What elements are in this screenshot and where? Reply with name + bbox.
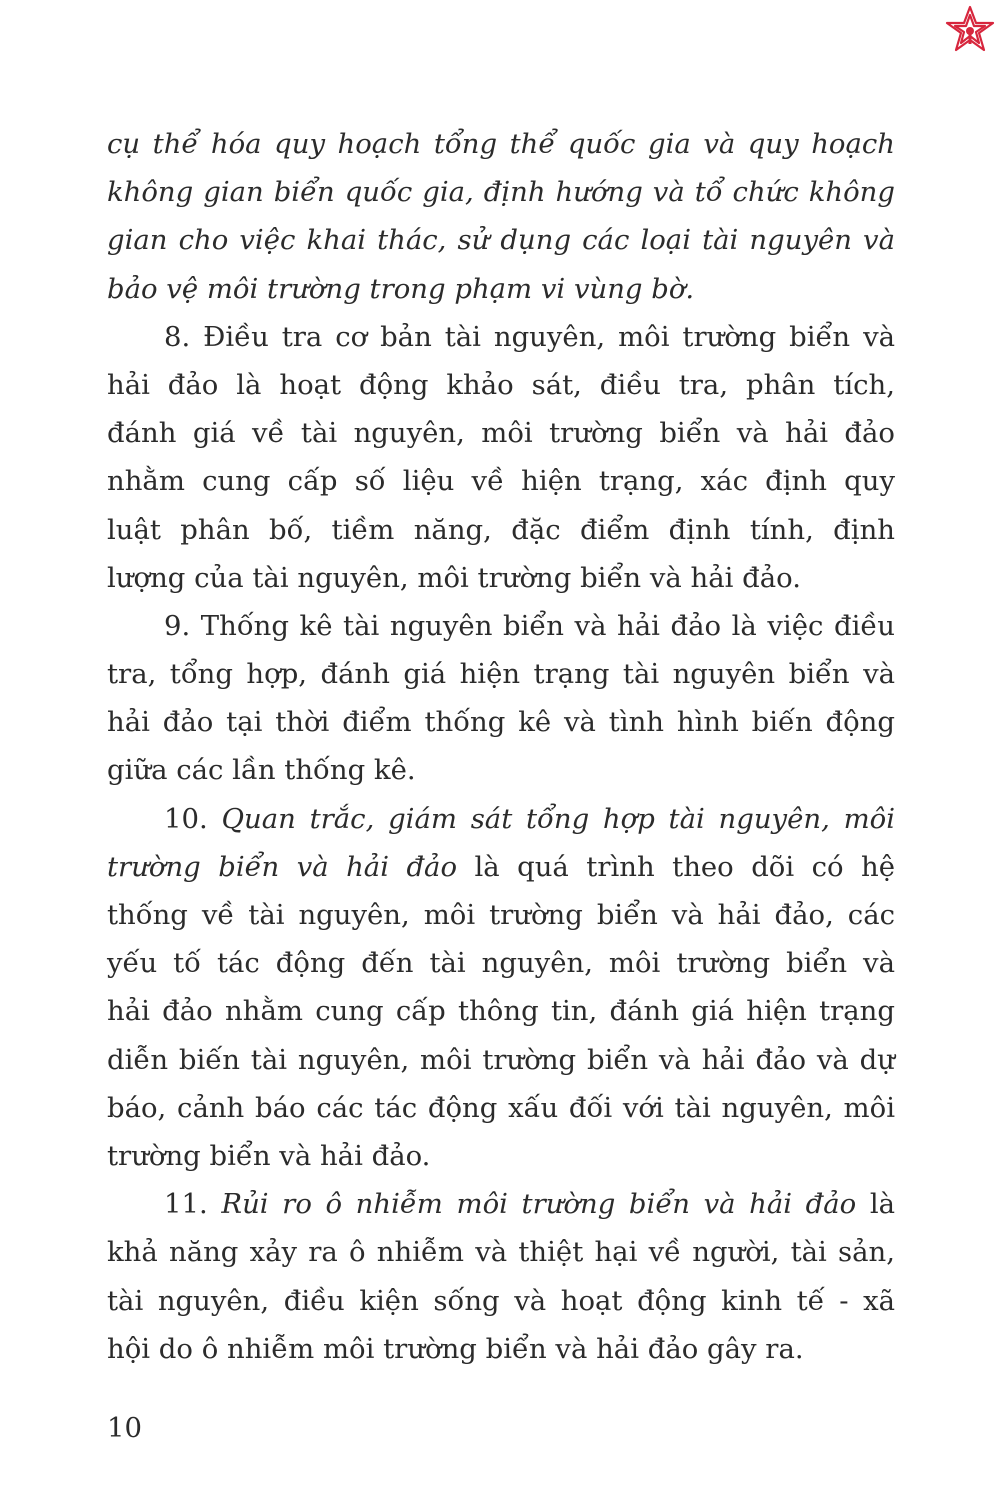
text-line: thống về tài nguyên, môi trường biển và hải đảo, các [107,899,895,931]
item-number: 11. [164,1188,222,1221]
text-line: 9. Thống kê tài nguyên biển và hải đảo là việc điều [164,609,895,642]
defined-term: Quan trắc, giám sát tổng hợp tài nguyên, môi [221,802,895,835]
text-line: 8. Điều tra cơ bản tài nguyên, môi trường biển và [164,320,895,353]
text-line: trường biển và hải đảo. [107,1139,431,1172]
text-line: tra, tổng hợp, đánh giá hiện trạng tài nguyên biển và [107,658,895,691]
text-line: hội do ô nhiễm môi trường biển và hải đảo gây ra. [107,1332,804,1365]
text-line: không gian biển quốc gia, định hướng và tổ chức không [107,176,895,209]
text-line: báo, cảnh báo các tác động xấu đối với tài nguyên, môi [107,1091,895,1124]
page-number: 10 [107,1412,142,1444]
text-line: hải đảo là hoạt động khảo sát, điều tra, phân tích, [107,368,895,401]
text-line: nhằm cung cấp số liệu về hiện trạng, xác định quy [107,465,895,498]
text-line: yếu tố tác động đến tài nguyên, môi trường biển và [107,947,895,980]
item-number: 10. [164,802,222,835]
publisher-logo-icon [943,4,997,58]
text-line [107,843,895,891]
text-line: diễn biến tài nguyên, môi trường biển và hải đảo và dự [107,1043,895,1076]
text-span: là [856,1188,896,1221]
text-line: khả năng xảy ra ô nhiễm và thiệt hại về người, tài sản, [107,1236,895,1269]
text-line: hải đảo nhằm cung cấp thông tin, đánh giá hiện trạng [107,995,895,1028]
text-span: là quá trình theo dõi có hệ [457,850,895,883]
text-line [107,1180,895,1228]
body-text [107,120,895,1373]
text-line: luật phân bố, tiềm năng, đặc điểm định tính, định [107,513,895,546]
defined-term: Rủi ro ô nhiễm môi trường biển và hải đảo [221,1188,857,1221]
text-line: tài nguyên, điều kiện sống và hoạt động kinh tế - xã [107,1284,895,1317]
text-line: lượng của tài nguyên, môi trường biển và hải đảo. [107,561,801,594]
text-line: cụ thể hóa quy hoạch tổng thể quốc gia và quy hoạch [107,128,895,160]
defined-term: trường biển và hải đảo [107,850,458,883]
text-line: bảo vệ môi trường trong phạm vi vùng bờ. [107,272,695,305]
text-line: đánh giá về tài nguyên, môi trường biển và hải đảo [107,417,895,450]
text-line: giữa các lần thống kê. [107,754,416,787]
text-line: gian cho việc khai thác, sử dụng các loại tài nguyên và [107,224,895,257]
text-line [107,795,895,843]
text-line: hải đảo tại thời điểm thống kê và tình hình biến động [107,706,895,739]
